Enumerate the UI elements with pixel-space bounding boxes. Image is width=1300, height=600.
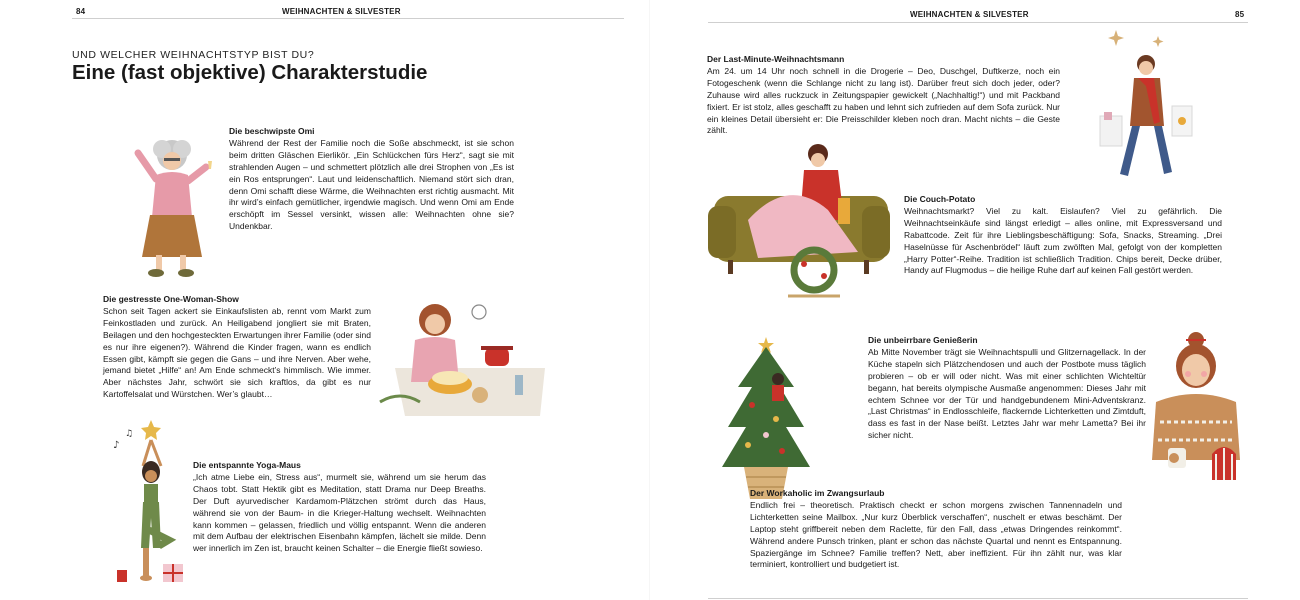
section-last-minute-text: Am 24. um 14 Uhr noch schnell in die Drogerie – Deo, Duschgel, Duftkerze, noch ein Fotogeschenk (wenn die Schlange nicht zu lang ist). Darüber freut sich doch jeder, oder? Zuhause wird alles ruckzuck in Zeitungspapier gewickelt („Nachhaltig!“) und mit Packband fixiert. Er ist stolz, alles geschafft zu haben und lehnt sich zufrieden auf dem Sofa zurück. Nur ein kleines Detail übersieht er: Die Preisschilder kleben noch dran. Macht nichts – die Geste zählt. bbox=[707, 65, 1060, 136]
section-couch-potato-heading: Die Couch-Potato bbox=[904, 194, 976, 204]
section-last-minute bbox=[707, 54, 1060, 137]
workaholic-christmas-tree-illustration bbox=[718, 335, 813, 503]
section-last-minute-heading: Der Last-Minute-Weihnachtsmann bbox=[707, 54, 845, 64]
section-one-woman-show bbox=[103, 294, 371, 401]
svg-text:♪: ♪ bbox=[113, 440, 120, 451]
header-rule-left bbox=[72, 18, 624, 19]
couch-potato-illustration bbox=[708, 140, 890, 305]
section-couch-potato-text: Weihnachtsmarkt? Viel zu kalt. Eislaufen? Viel zu gefährlich. Die Weihnachtseinkäufe sind längst erledigt – alles online, mit Expressversand und Rabattcode. Zeit für ihre Lieblingsbeschäftigung: Sofa, Snacks, Streaming. „Drei Haselnüsse für Aschenbrödel“ läuft zum zwölften Mal, gefolgt von der kompletten „Harry Potter“-Reihe. Tradition ist schließlich Tradition. Chips bereit, Decke drüber, Handy auf Flugmodus – die heilige Ruhe darf auf keinen Fall gestört werden. bbox=[904, 205, 1222, 276]
section-couch-potato bbox=[904, 194, 1222, 277]
tipsy-grandma-illustration bbox=[120, 125, 225, 285]
svg-text:♫: ♫ bbox=[125, 429, 134, 439]
header-rule-right bbox=[708, 22, 1248, 23]
section-workaholic-heading: Der Workaholic im Zwangsurlaub bbox=[750, 488, 885, 498]
section-workaholic bbox=[750, 488, 1122, 571]
section-yoga bbox=[193, 460, 486, 555]
kicker: UND WELCHER WEIHNACHTSTYP BIST DU? bbox=[72, 49, 315, 61]
section-workaholic-text: Endlich frei – theoretisch. Praktisch checkt er schon morgens zwischen Tannennadeln und Lichterketten seine Mailbox. „Nur kurz Überblick verschaffen“, nuschelt er etwas beschämt. Der Laptop steht griffbereit neben dem Raclette, für den Fall, dass „etwas Dringendes reinkommt“. Während andere Punsch trinken, plant er schon das nächste Quartal und nennt es Entspannung. Spaziergänge im Schnee? Familie treffen? Nett, aber ineffizient. Für ihn zählt nur, was klar terminiert, kontrolliert und budgetiert ist. bbox=[750, 499, 1122, 570]
section-yoga-text: „Ich atme Liebe ein, Stress aus“, murmelt sie, während um sie herum das Chaos tobt. Statt Hektik gibt es Meditation, statt Drama nur Deep Breaths. Der Duft ayurvedischer Kardamom-Plätzchen strömt durch das Haus, während sie von der Baum- in die Krieger-Haltung wechselt. Weihnachten kann kommen – gelassen, friedlich und völlig entspannt. Wenn die anderen mit dem Aufbau der elektrischen Eisenbahn kämpfen, lächelt sie milde. Denn wer innerlich im Zen ist, braucht keinen Schalter – die Energie fließt sowieso. bbox=[193, 471, 486, 554]
section-one-woman-show-text: Schon seit Tagen ackert sie Einkaufslisten ab, rennt vom Markt zum Feinkostladen und zurück. An Heiligabend jongliert sie mit Braten, Beilagen und den hochgesteckten Erwartungen ihrer Familie (oder sind es nur ihre eigenen?). Während die Kinder fragen, wann es endlich Essen gibt, kämpft sie gegen die Gans – und ihre Nerven. Aber wehe, jemand bietet „Hilfe“ an! Am Ende schmeckt’s himmlisch. Wie immer. Aber nächstes Jahr, schwört sie sich kraftlos, da gibt es nur Kartoffelsalat und Würstchen. Wer’s glaubt… bbox=[103, 305, 371, 400]
christmas-sweater-woman-illustration bbox=[1146, 330, 1246, 490]
running-head-right: WEIHNACHTEN & SILVESTER bbox=[910, 10, 1029, 19]
section-omi-heading: Die beschwipste Omi bbox=[229, 126, 315, 136]
section-geniesserin-heading: Die unbeirrbare Genießerin bbox=[868, 335, 978, 345]
section-omi-text: Während der Rest der Familie noch die Soße abschmeckt, ist sie schon beim dritten Gläschen Eierlikör. „Ein Schlückchen fürs Herz“, sagt sie mit strahlenden Augen – und schmettert plötzlich alle drei Strophen von „Es ist ein Ros entsprungen“. Laut und leidenschaftlich. Niemand stört sich dran, denn Omi schafft diese Wärme, die Weihnachten erst richtig ausmacht. Mit ihr wird’s einfach gemütlicher, irgendwie magisch. Und wenn Omi am Ende erschöpft im Sessel versinkt, wissen alle: Weihnachten ohne sie? Undenkbar. bbox=[229, 137, 514, 232]
page-number-right: 85 bbox=[1235, 10, 1245, 19]
page-number-left: 84 bbox=[76, 7, 86, 16]
footer-rule-right bbox=[708, 598, 1248, 599]
page-title: Eine (fast objektive) Charakterstudie bbox=[72, 61, 428, 84]
last-minute-shopper-illustration bbox=[1068, 26, 1218, 194]
section-omi bbox=[229, 126, 514, 233]
section-geniesserin-text: Ab Mitte November trägt sie Weihnachtspulli und Glitzernagellack. In der Küche stapeln sich Plätzchendosen und auch der Postbote muss täglich probieren – ob er will oder nicht. Was mit einer schlichten Wichteltür begann, hat bereits olympische Ausmaße angenommen: Dieses Jahr mit echtem Schnee vor der Tür und handgebundenem Mini-Adventskranz. „Last Christmas“ in Endlosschleife, flackernde Lichterketten und Zimtduft, dass es fast in der Nase beißt. Letztes Jahr war mehr Lametta? Bei ihr sicher nicht. bbox=[868, 346, 1146, 441]
right-page bbox=[650, 0, 1300, 600]
yoga-woman-illustration bbox=[103, 418, 198, 593]
section-yoga-heading: Die entspannte Yoga-Maus bbox=[193, 460, 301, 470]
running-head-left: WEIHNACHTEN & SILVESTER bbox=[282, 7, 401, 16]
stressed-cook-illustration bbox=[375, 290, 545, 418]
section-geniesserin bbox=[868, 335, 1146, 442]
section-one-woman-show-heading: Die gestresste One-Woman-Show bbox=[103, 294, 239, 304]
